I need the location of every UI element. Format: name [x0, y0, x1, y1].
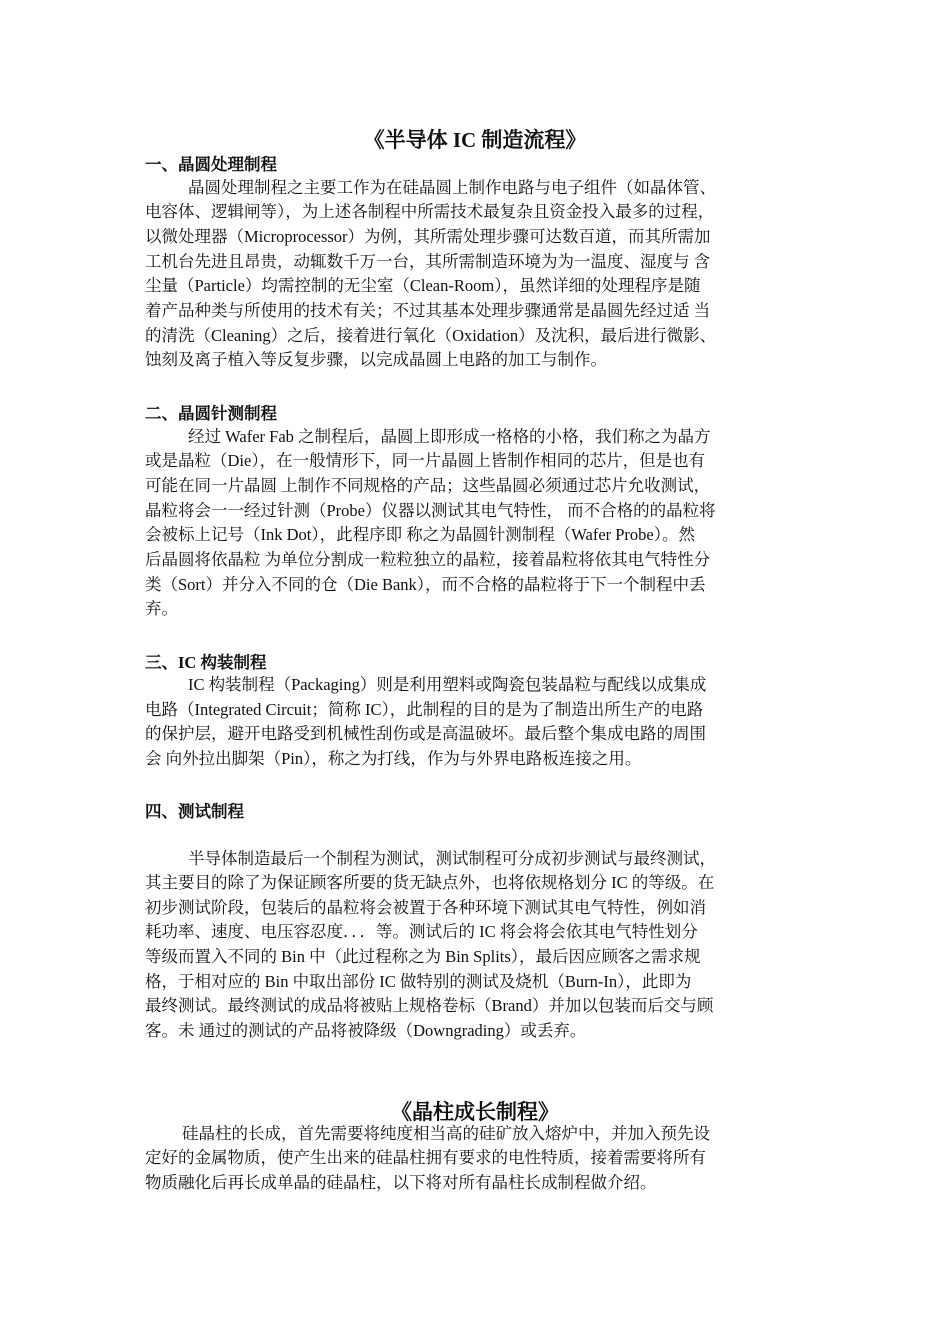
- paragraph-line: 硅晶柱的长成，首先需要将纯度相当高的硅矿放入熔炉中，并加入预先设: [182, 1124, 710, 1143]
- paragraph-line: 弃。: [145, 599, 178, 618]
- paragraph-line: 尘量（Particle）均需控制的无尘室（Clean-Room），虽然详细的处理程序是随: [145, 276, 701, 295]
- section-heading-wafer-probe: 二、晶圆针测制程: [145, 404, 277, 423]
- section-heading-wafer-processing: 一、晶圆处理制程: [145, 155, 277, 174]
- paragraph-line: 晶圆处理制程之主要工作为在硅晶圆上制作电路与电子组件（如晶体管、: [188, 178, 716, 197]
- paragraph-line: 经过 Wafer Fab 之制程后，晶圆上即形成一格格的小格，我们称之为晶方: [188, 427, 711, 446]
- paragraph-line: 半导体制造最后一个制程为测试，测试制程可分成初步测试与最终测试，: [188, 849, 716, 868]
- paragraph-line: 格，于相对应的 Bin 中取出部份 IC 做特别的测试及烧机（Burn-In），此即为: [145, 972, 692, 991]
- paragraph-line: 会被标上记号（Ink Dot），此程序即 称之为晶圆针测制程（Wafer Probe）。然: [145, 525, 696, 544]
- paragraph-line: 初步测试阶段，包装后的晶粒将会被置于各种环境下测试其电气特性，例如消: [145, 898, 706, 917]
- section-title-crystal-growth: 《晶柱成长制程》: [391, 1100, 559, 1124]
- document-title: 《半导体 IC 制造流程》: [363, 128, 587, 152]
- paragraph-line: 等级而置入不同的 Bin 中（此过程称之为 Bin Splits），最后因应顾客之需求规: [145, 947, 701, 966]
- paragraph-line: 或是晶粒（Die），在一般情形下，同一片晶圆上皆制作相同的芯片，但是也有: [145, 451, 706, 470]
- paragraph-line: 最终测试。最终测试的成品将被贴上规格卷标（Brand）并加以包装而后交与顾: [145, 996, 714, 1015]
- paragraph-line: 客。未 通过的测试的产品将被降级（Downgrading）或丢弃。: [145, 1021, 587, 1040]
- paragraph-line: 晶粒将会一一经过针测（Probe）仪器以测试其电气特性， 而不合格的的晶粒将: [145, 501, 716, 520]
- paragraph-line: 电路（Integrated Circuit；简称 IC），此制程的目的是为了制造出所生产的电路: [145, 700, 704, 719]
- paragraph-line: 工机台先进且昂贵，动辄数千万一台，其所需制造环境为为一温度、湿度与 含: [145, 252, 711, 271]
- paragraph-line: 的清洗（Cleaning）之后，接着进行氧化（Oxidation）及沈积，最后进行微影、: [145, 326, 717, 345]
- section-heading-ic-packaging: 三、IC 构装制程: [145, 653, 267, 672]
- paragraph-line: 其主要目的除了为保证顾客所要的货无缺点外，也将依规格划分 IC 的等级。在: [145, 873, 715, 892]
- paragraph-line: 的保护层，避开电路受到机械性刮伤或是高温破坏。最后整个集成电路的周围: [145, 724, 706, 743]
- paragraph-line: 会 向外拉出脚架（Pin），称之为打线，作为与外界电路板连接之用。: [145, 749, 642, 768]
- paragraph-line: 定好的金属物质，使产生出来的硅晶柱拥有要求的电性特质，接着需要将所有: [145, 1148, 706, 1167]
- paragraph-line: 后晶圆将依晶粒 为单位分割成一粒粒独立的晶粒，接着晶粒将依其电气特性分: [145, 550, 711, 569]
- paragraph-line: 物质融化后再长成单晶的硅晶柱，以下将对所有晶柱长成制程做介绍。: [145, 1173, 657, 1192]
- paragraph-line: 电容体、逻辑闸等），为上述各制程中所需技术最复杂且资金投入最多的过程，: [145, 202, 715, 221]
- paragraph-line: 蚀刻及离子植入等反复步骤，以完成晶圆上电路的加工与制作。: [145, 350, 607, 369]
- paragraph-line: IC 构装制程（Packaging）则是利用塑料或陶瓷包装晶粒与配线以成集成: [188, 675, 707, 694]
- section-heading-testing: 四、测试制程: [145, 802, 244, 821]
- paragraph-line: 以微处理器（Microprocessor）为例，其所需处理步骤可达数百道，而其所需加: [145, 227, 711, 246]
- paragraph-line: 类（Sort）并分入不同的仓（Die Bank），而不合格的晶粒将于下一个制程中丢: [145, 575, 706, 594]
- paragraph-line: 耗功率、速度、电压容忍度．．．等。测试后的 IC 将会将会依其电气特性划分: [145, 922, 698, 941]
- paragraph-line: 着产品种类与所使用的技术有关；不过其基本处理步骤通常是晶圆先经过适 当: [145, 301, 711, 320]
- paragraph-line: 可能在同一片晶圆 上制作不同规格的产品；这些晶圆必须通过芯片允收测试，: [145, 476, 711, 495]
